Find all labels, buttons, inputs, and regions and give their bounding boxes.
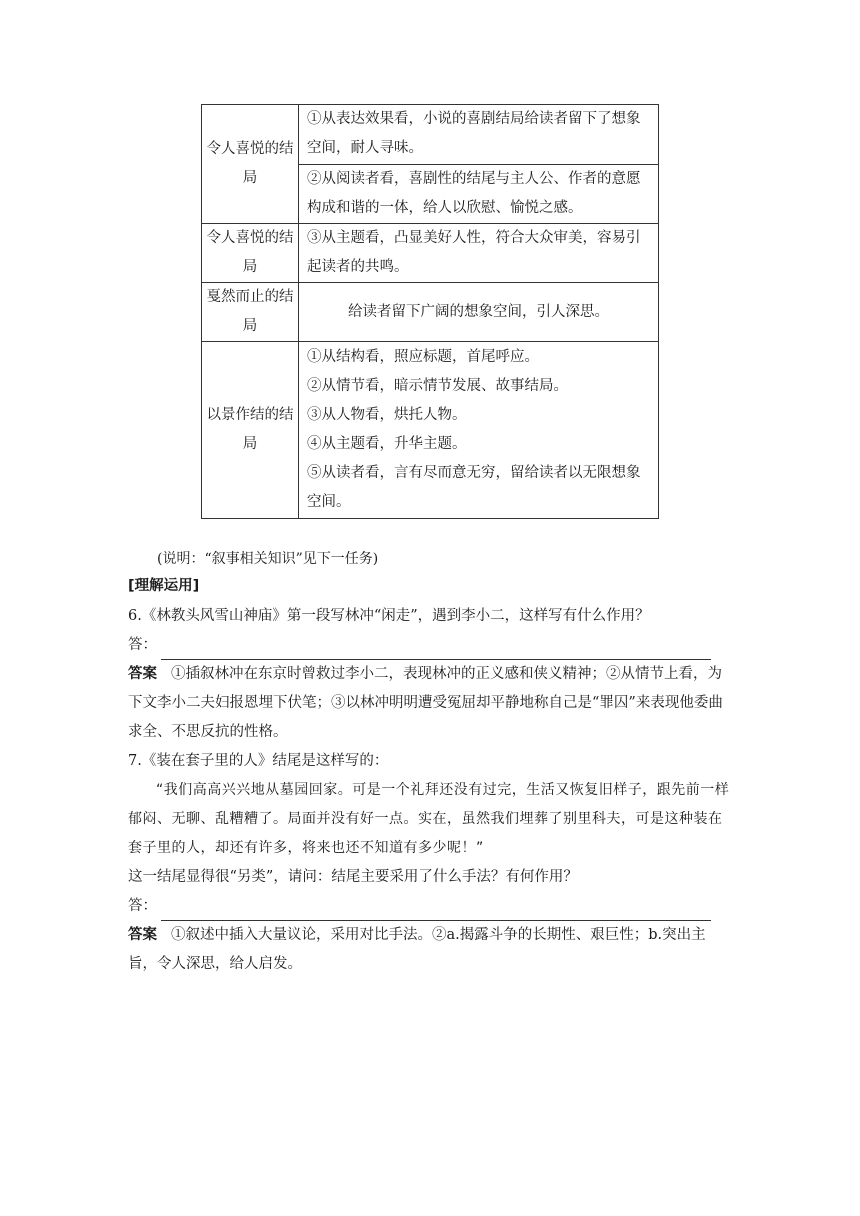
row-header: 令人喜悦的结局 [202, 105, 299, 224]
cell-text: ②从情节看，暗示情节发展、故事结局。 [307, 378, 568, 394]
answer-7 [128, 921, 732, 979]
table-row [202, 283, 659, 342]
followup-7: 这一结尾显得很“另类”，请问：结尾主要采用了什么手法？有何作用？ [128, 869, 578, 885]
cell-text: ①从结构看，照应标题，首尾呼应。 [307, 349, 539, 365]
answer-line-7 [128, 892, 732, 921]
cell-text: ④从主题看，升华主题。 [307, 436, 467, 452]
question-6: 6.《林教头风雪山神庙》第一段写林冲“闲走”，遇到李小二，这样写有什么作用？ [128, 608, 650, 624]
answer-label: 答案 [128, 666, 157, 682]
answer-text: ①叙述中插入大量议论，采用对比手法。②a.揭露斗争的长期性、艰巨性；b.突出主旨，令人深思，给人启发。 [128, 927, 706, 972]
cell-text: ②从阅读者看，喜剧性的结尾与主人公、作者的意愿构成和谐的一体，给人以欣慰、愉悦之感。 [307, 170, 641, 216]
answer-line-6 [128, 631, 732, 660]
row-header: 戛然而止的结局 [202, 283, 299, 342]
table-cell [299, 164, 659, 224]
answer-text: ①插叙林冲在东京时曾救过李小二，表现林冲的正义感和侠义精神；②从情节上看，为下文李小二夫妇报恩埋下伏笔；③以林冲明明遭受冤屈却平静地称自己是“罪囚”来表现他委曲求全、不思反抗的性格。 [128, 666, 723, 740]
table-row [202, 224, 659, 283]
cell-text: ③从主题看，凸显美好人性，符合大众审美，容易引起读者的共鸣。 [307, 230, 641, 275]
row-header: 令人喜悦的结局 [202, 224, 299, 283]
table-cell [299, 105, 659, 165]
cell-text: 给读者留下广阔的想象空间，引人深思。 [348, 303, 609, 320]
ending-types-table [201, 104, 659, 519]
section-title: [理解运用] [128, 578, 200, 594]
table-cell [299, 283, 659, 342]
answer-label: 答案 [128, 927, 157, 943]
answer-6 [128, 660, 732, 747]
table-cell [299, 342, 659, 519]
answer-blank[interactable] [161, 641, 711, 660]
note-text: (说明：“叙事相关知识”见下一任务) [157, 551, 379, 567]
question-7: 7.《装在套子里的人》结尾是这样写的： [128, 753, 389, 769]
table-row [202, 342, 659, 519]
row-header: 以景作结的结局 [202, 342, 299, 519]
answer-prompt: 答： [128, 898, 157, 914]
cell-text: ①从表达效果看，小说的喜剧结局给读者留下了想象空间，耐人寻味。 [307, 111, 641, 157]
answer-blank[interactable] [161, 902, 711, 921]
quote-7: “我们高高兴兴地从墓园回家。可是一个礼拜还没有过完，生活又恢复旧样子，跟先前一样郁闷、无聊、乱糟糟了。局面并没有好一点。实在，虽然我们埋葬了别里科夫，可是这种装在套子里的人，却还有许多，将来也还不知道有多少呢！” [128, 782, 730, 856]
table-cell [299, 224, 659, 283]
table-row [202, 105, 659, 165]
cell-text: ⑤从读者看，言有尽而意无穷，留给读者以无限想象空间。 [307, 465, 641, 510]
cell-text: ③从人物看，烘托人物。 [307, 407, 467, 423]
answer-prompt: 答： [128, 637, 157, 653]
